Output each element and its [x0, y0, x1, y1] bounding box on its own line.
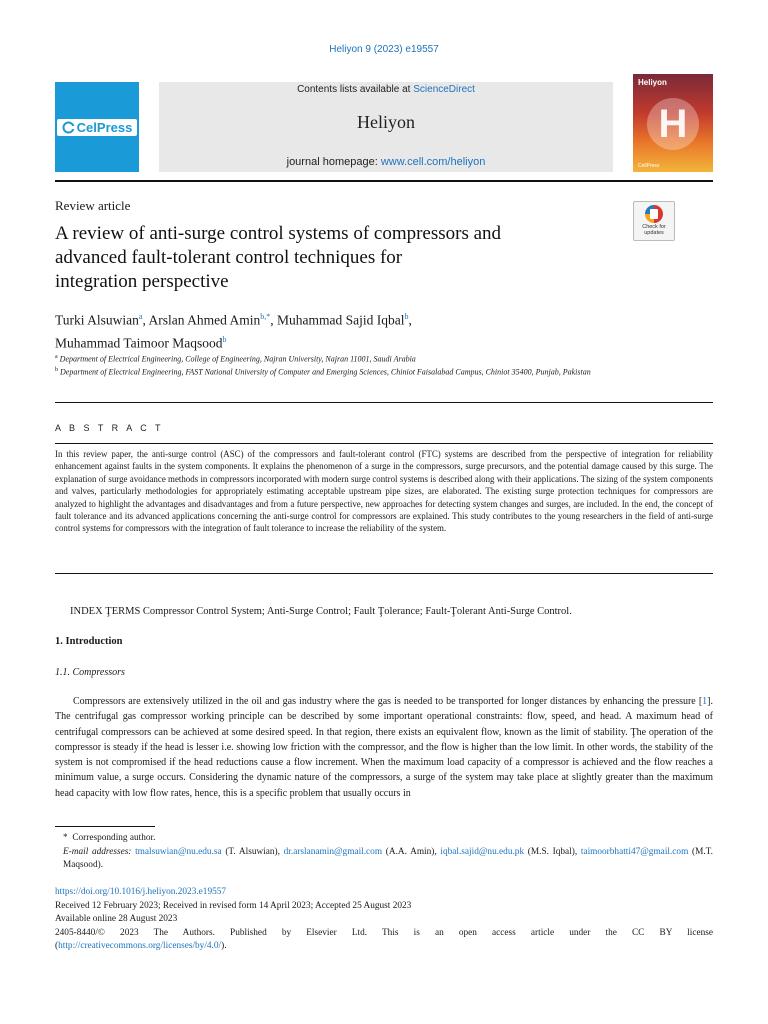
author-affil-link[interactable]: b	[222, 334, 227, 344]
homepage-link[interactable]: www.cell.com/heliyon	[380, 156, 486, 168]
journal-title: Heliyon	[357, 112, 415, 132]
abstract-text: In this review paper, the anti-surge control (ASC) of the compressors and fault-tolerant control (FTC) systems are described from the perspective of integration for reliability enhancement against faults in the system components. It explains the phenomenon of a surge in the compressors, surge precursors, and the potential damage caused by this surge. The explanation of surge avoidance methods in compressors incorporated with modern surge control systems is described along with their applications. The sizing of the system components and valves, particularly methodologies for appropriately estimating acceptable upstream pipe sizes, are elaborated. The existing surge protection techniques for compressors are analyzed to highlight the advantages and disadvantages and from a future perspective, new approaches for detecting system changes and surges, are included. In the end, the concept of fault tolerance and its advanced applications concerning the anti-surge control for compressors are explained. This study contributes to the young researchers in the field of anti-surge control systems for compressors with the integration of fault tolerance to increase the reliability of the system.	[55, 449, 713, 534]
abstract-top-divider	[55, 402, 713, 403]
header-divider	[55, 180, 713, 182]
body-paragraph: Compressors are extensively utilized in the oil and gas industry where the gas is needed to be transported for longer distances by enhancing the pressure [1]. The centrifugal gas compressor working principle can be described by some important operational constraints: flow, speed, and head. A maximum head of centrifugal compressors can be achieved at some desired speed. In that region, there exists an equivalent flow, known as the limit of stability. Ţhe operation of the compressor is steady if the head is lesser i.e. showing low friction with the compressor, and the flow is higher than the low limit. In other words, the stability of the system is not compromised if the head reductions cause a flow increment. When the maximum load capacity of a compressor is achieved and the flow reaches a minimum value, a surge occurs. Considering the dynamic nature of the compressors, a surge of the system may take place at slightly greater than the maximum head capacity with low flow rates, hence, this is a specific problem that usually occurs in	[55, 696, 713, 799]
affiliation-item: $^a$ Department of Electrical Engineering, College of Engineering, Najran University, Najran 11001, Saudi Arabia	[55, 354, 416, 364]
reference-link[interactable]: 1	[702, 696, 708, 707]
contents-line: Contents lists available at ScienceDirect	[297, 84, 475, 95]
license-link-line: (http://creativecommons.org/licenses/by/4.0/).	[55, 941, 227, 951]
article-type: Review article	[55, 198, 131, 213]
abstract-bottom-divider	[55, 573, 713, 574]
email-link[interactable]: taimoorbhatti47@gmail.com	[580, 846, 689, 857]
author-name: Arslan Ahmed Amin	[148, 312, 261, 328]
license-link[interactable]: http://creativecommons.org/licenses/by/4.0/	[58, 941, 222, 951]
received-dates: Received 12 February 2023; Received in revised form 14 April 2023; Accepted 25 August 2023	[55, 900, 412, 911]
homepage-line: journal homepage: www.cell.com/heliyon	[286, 156, 486, 168]
author-name: Muhammad Sajid Iqbal	[276, 312, 405, 328]
email-link[interactable]: iqbal.sajid@nu.edu.pk	[440, 846, 525, 857]
affiliations	[55, 352, 615, 378]
publication-info	[55, 886, 713, 954]
author-name: Turki Alsuwian	[55, 312, 139, 328]
footnote-divider	[55, 826, 155, 827]
sciencedirect-link[interactable]: ScienceDirect	[413, 84, 475, 95]
cellpress-badge	[57, 119, 138, 136]
check-updates-icon	[645, 205, 663, 223]
abstract-heading-divider	[55, 443, 713, 444]
journal-masthead	[159, 82, 613, 172]
cellpress-c-icon	[62, 121, 75, 134]
journal-cover-image[interactable]	[633, 74, 713, 172]
cover-title: Heliyon	[638, 78, 667, 87]
license-statement: 2405-8440/© 2023 The Authors. Published by Elsevier Ltd. This is an open access article under the CC BY license	[55, 927, 713, 938]
email-addresses: E-mail addresses: tmalsuwian@nu.edu.sa (T. Alsuwian), dr.arslanamin@gmail.com (A.A. Amin), iqbal.sajid@nu.edu.pk (M.S. Iqbal), taimoorbhatti47@gmail.com (M.T. Maqsood).	[63, 846, 713, 870]
cellpress-logo[interactable]	[55, 82, 139, 172]
affiliation-item: $^b$ Department of Electrical Engineering, FAST National University of Computer and Emerging Sciences, Chiniot Faisalabad Campus, Chiniot 35400, Punjab, Pakistan	[55, 367, 591, 377]
section-heading-introduction: 1. Introduction	[55, 636, 123, 647]
email-link[interactable]: tmalsuwian@nu.edu.sa	[135, 846, 222, 857]
doi-link[interactable]: https://doi.org/10.1016/j.heliyon.2023.e19557	[55, 887, 227, 897]
index-terms: INDEX ŢERMS Compressor Control System; Anti-Surge Control; Fault Ţolerance; Fault-Ţolerant Anti-Surge Control.	[70, 606, 572, 617]
journal-citation[interactable]: Heliyon 9 (2023) e19557	[329, 44, 439, 55]
corresponding-author-note: * Corresponding author.	[63, 833, 156, 843]
email-link[interactable]: dr.arslanamin@gmail.com	[283, 846, 383, 857]
author-list: Turki Alsuwian$^a$, Arslan Ahmed Amin$^{b,*}$, Muhammad Sajid Iqbal$^b$, Muhammad Taimoor Maqsood$^b$	[55, 312, 412, 350]
author-name: Muhammad Taimoor Maqsood	[55, 335, 223, 350]
author-affil-link[interactable]: b,*	[260, 312, 271, 321]
abstract-heading: A B S T R A C T	[55, 423, 164, 433]
article-title: A review of anti-surge control systems of compressors and advanced fault-tolerant control techniques for integration perspective	[55, 223, 502, 292]
cellpress-logo-text: CelPress	[76, 119, 133, 135]
cover-footer: CellPress	[638, 163, 660, 169]
cover-h-emblem: H	[647, 98, 699, 150]
author-affil-link[interactable]: b	[404, 312, 409, 321]
author-affil-link[interactable]: a	[138, 312, 143, 321]
subsection-heading-compressors: 1.1. Compressors	[55, 667, 125, 678]
check-for-updates-button[interactable]: Check for updates	[633, 201, 675, 241]
available-online: Available online 28 August 2023	[55, 914, 178, 924]
footnotes	[55, 832, 713, 873]
